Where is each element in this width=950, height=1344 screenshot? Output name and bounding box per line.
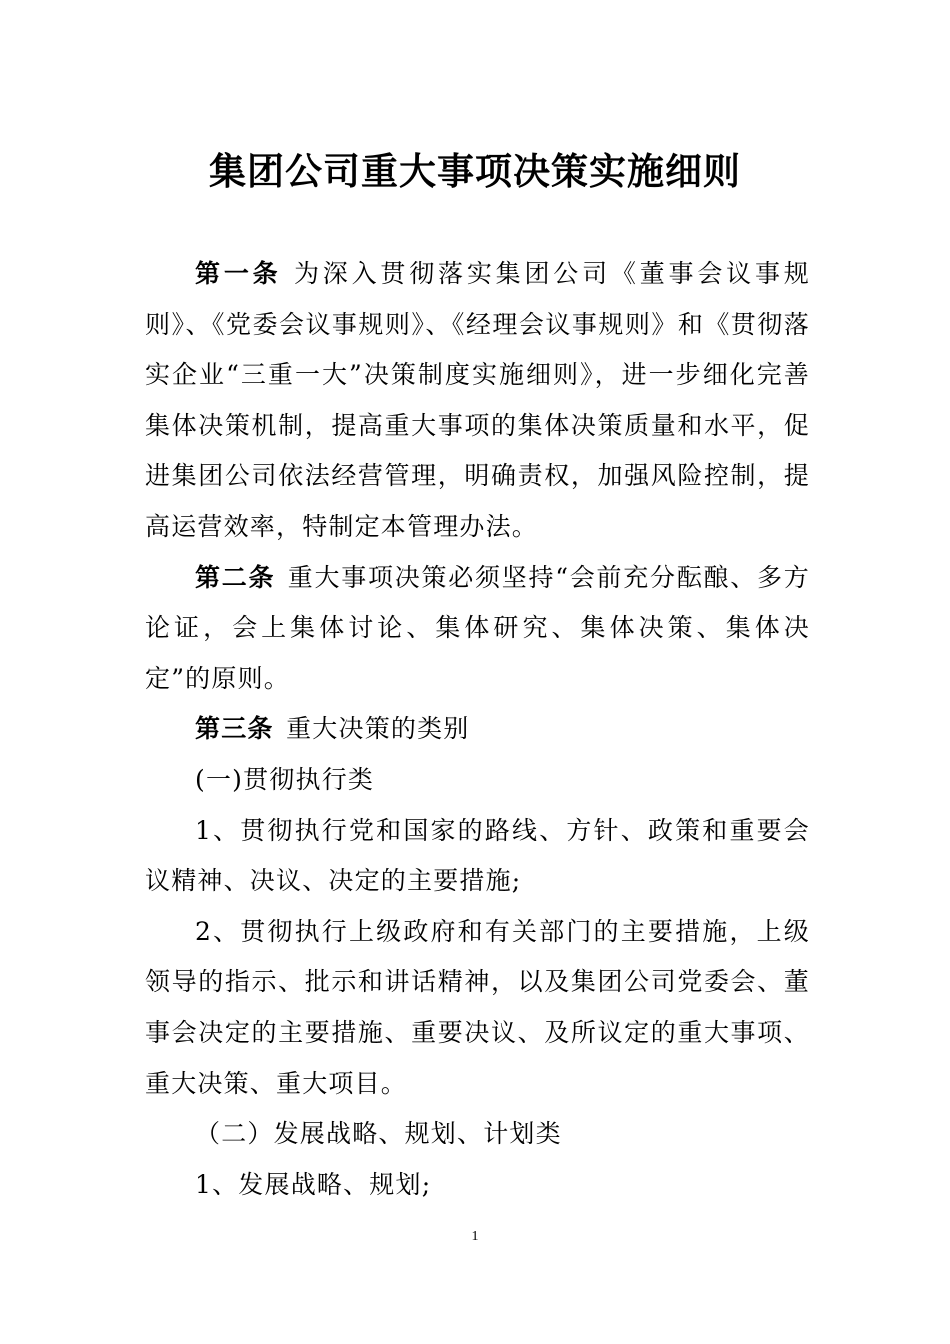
paragraph-article-2 [145,553,810,705]
paragraph-text: 1、发展战略、规划; [195,1169,432,1199]
document-title: 集团公司重大事项决策实施细则 [209,150,741,193]
page-number: 1 [471,1229,479,1244]
article-number: 第一条 [195,259,282,288]
paragraph-text: （二）发展战略、规划、计划类 [195,1119,562,1149]
paragraph-text: 为深入贯彻落实集团公司《董事会议事规则》、《党委会议事规则》、《经理会议事规则》和《贯彻落实企业“三重一大”决策制度实施细则》，进一步细化完善集体决策机制，提高重大事项的集体决策质量和水平，促进集团公司依法经营管理，明确责权，加强风险控制，提高运营效率，特制定本管理办法。 [145,259,810,541]
section-heading-implementation [145,755,810,806]
paragraph-article-1 [145,249,810,553]
list-item [145,907,810,1109]
article-number: 第二条 [195,562,276,592]
paragraph-text: 1、贯彻执行党和国家的路线、方针、政策和重要会议精神、决议、决定的主要措施; [145,815,810,896]
paragraph-text: 重大事项决策必须坚持“会前充分酝酿、多方论证，会上集体讨论、集体研究、集体决策、集体决定”的原则。 [145,562,810,693]
section-heading-strategy [145,1109,810,1160]
paragraph-text: 重大决策的类别 [286,714,470,744]
paragraph-text: 2、贯彻执行上级政府和有关部门的主要措施，上级领导的指示、批示和讲话精神，以及集团公司党委会、董事会决定的主要措施、重要决议、及所议定的重大事项、重大决策、重大项目。 [145,916,810,1098]
list-item [145,1160,810,1211]
article-number: 第三条 [195,714,274,744]
list-item [145,806,810,907]
document-body [145,249,810,1210]
paragraph-text: (一)贯彻执行类 [195,764,375,794]
paragraph-article-3 [145,704,810,755]
